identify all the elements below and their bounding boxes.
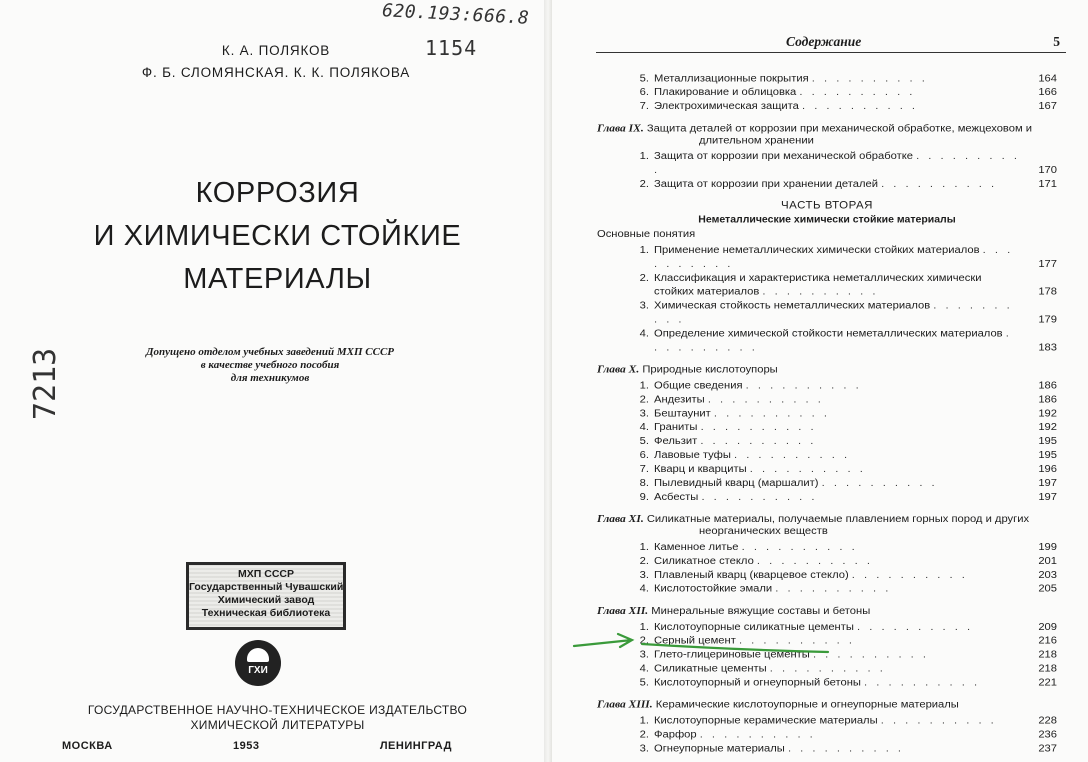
entry-group-top bbox=[597, 72, 1057, 114]
contents-page bbox=[552, 0, 1088, 762]
entry-title: Кислотоупорные керамические материалы bbox=[654, 715, 878, 727]
entry-page-number: 196 bbox=[1038, 463, 1057, 475]
toc-entry bbox=[597, 435, 1057, 449]
toc-entry bbox=[597, 676, 1057, 690]
entry-number: 4. bbox=[639, 663, 649, 675]
entry-page-number: 177 bbox=[1038, 258, 1057, 270]
toc-entry bbox=[597, 244, 1057, 272]
toc-entry bbox=[597, 421, 1057, 435]
entry-text bbox=[654, 299, 1021, 327]
leader-dots: . . . . . . . . . . bbox=[762, 286, 879, 298]
approval-line: в качестве учебного пособия bbox=[200, 359, 340, 371]
leader-dots: . . . . . . . . . . bbox=[775, 583, 892, 595]
leader-dots: . . . . . . . . . . bbox=[654, 244, 1014, 270]
entry-text bbox=[654, 244, 1021, 272]
toc-entry bbox=[597, 742, 1057, 756]
entry-number: 2. bbox=[639, 394, 649, 406]
stamp-line: Химический завод bbox=[217, 594, 315, 606]
entry-title: Андезиты bbox=[654, 394, 705, 406]
entry-title: Глето-глицериновые цементы bbox=[654, 649, 810, 661]
entry-number: 4. bbox=[639, 583, 649, 595]
entry-page-number: 186 bbox=[1038, 394, 1057, 406]
entry-title: Фельзит bbox=[654, 435, 698, 447]
leader-dots: . . . . . . . . . . bbox=[654, 328, 1012, 354]
part-title: ЧАСТЬ ВТОРАЯ bbox=[780, 200, 873, 212]
chapter-label: Глава IX. bbox=[597, 123, 644, 135]
toc-entry bbox=[597, 272, 1057, 300]
entry-page-number: 199 bbox=[1038, 541, 1057, 553]
entry-text bbox=[654, 662, 1021, 676]
entry-title: Химическая стойкость неметаллических материалов bbox=[654, 300, 931, 312]
leader-dots: . . . . . . . . . . bbox=[756, 555, 873, 567]
entry-number: 4. bbox=[639, 421, 649, 434]
toc-entry bbox=[597, 327, 1057, 355]
leader-dots: . . . . . . . . . . bbox=[741, 541, 858, 553]
entry-page-number: 221 bbox=[1038, 677, 1057, 689]
entry-text bbox=[654, 491, 1021, 505]
toc-entry bbox=[597, 449, 1057, 463]
header-title: Содержание bbox=[786, 34, 862, 49]
entry-page-number: 236 bbox=[1038, 729, 1057, 741]
entry-text bbox=[654, 555, 1021, 569]
entry-number: 1. bbox=[639, 244, 649, 256]
basic-concepts-heading: Основные понятия bbox=[597, 228, 696, 240]
entry-page-number: 164 bbox=[1038, 72, 1057, 85]
entry-title: Определение химической стойкости неметаллических материалов bbox=[654, 328, 1003, 340]
entry-number: 3. bbox=[639, 649, 649, 661]
entry-number: 5. bbox=[639, 72, 649, 85]
leader-dots: . . . . . . . . . . bbox=[857, 621, 974, 633]
title-line: КОРРОЗИЯ bbox=[195, 177, 360, 209]
entry-number: 1. bbox=[639, 150, 649, 163]
entry-group-ch13 bbox=[597, 714, 1057, 756]
chapter-label: Глава X. bbox=[597, 364, 640, 376]
leader-dots: . . . . . . . . . . bbox=[821, 477, 938, 489]
entry-page-number: 192 bbox=[1038, 421, 1057, 434]
entry-number: 9. bbox=[639, 491, 649, 503]
approval-note bbox=[100, 346, 440, 385]
entry-number: 2. bbox=[639, 178, 649, 190]
approval-line: Допущено отделом учебных заведений МХП СССР bbox=[145, 346, 395, 358]
leader-dots: . . . . . . . . . . bbox=[654, 300, 1013, 326]
imprint-city-leningrad: ЛЕНИНГРАД bbox=[379, 740, 452, 752]
entry-number: 5. bbox=[639, 677, 649, 689]
toc-entry bbox=[597, 379, 1057, 393]
chapter-heading bbox=[597, 364, 1057, 376]
entry-number: 2. bbox=[639, 635, 649, 647]
leader-dots: . . . . . . . . . . bbox=[851, 569, 968, 581]
entry-page-number: 218 bbox=[1038, 663, 1057, 675]
entry-page-number: 209 bbox=[1038, 621, 1057, 633]
entry-page-number: 201 bbox=[1038, 555, 1057, 567]
entry-page-number: 183 bbox=[1038, 342, 1057, 354]
entry-title: Защита от коррозии при механической обработке bbox=[654, 150, 913, 163]
entry-text bbox=[654, 178, 1021, 192]
entry-title: Фарфор bbox=[654, 729, 697, 741]
entry-number: 5. bbox=[639, 435, 649, 447]
publisher bbox=[40, 703, 515, 733]
toc-entry bbox=[597, 662, 1057, 676]
entry-page-number: 237 bbox=[1038, 743, 1057, 755]
toc-entry bbox=[597, 555, 1057, 569]
author-line: Ф. Б. СЛОМЯНСКАЯ. К. К. ПОЛЯКОВА bbox=[141, 65, 411, 80]
entry-number: 1. bbox=[639, 380, 649, 392]
entry-text bbox=[654, 742, 1021, 756]
stamp-line: Техническая библиотека bbox=[201, 607, 331, 619]
entry-number: 2. bbox=[639, 272, 649, 284]
entry-number: 3. bbox=[639, 569, 649, 581]
leader-dots: . . . . . . . . . . bbox=[881, 178, 998, 190]
entry-title: Силикатные цементы bbox=[654, 663, 767, 675]
entry-group-ch10 bbox=[597, 379, 1057, 504]
chapter-heading bbox=[597, 699, 1057, 711]
toc-entry bbox=[597, 541, 1057, 555]
entry-title: Бештаунит bbox=[654, 407, 711, 420]
entry-number: 6. bbox=[639, 449, 649, 461]
entry-text bbox=[654, 569, 1021, 583]
entry-number: 8. bbox=[639, 477, 649, 489]
publisher-emblem-icon bbox=[235, 640, 281, 686]
entry-text bbox=[654, 72, 1021, 86]
entry-page-number: 205 bbox=[1038, 583, 1057, 595]
entry-title: Применение неметаллических химически стойких материалов bbox=[654, 244, 980, 256]
leader-dots: . . . . . . . . . . bbox=[769, 663, 886, 675]
leader-dots: . . . . . . . . . . bbox=[801, 100, 919, 112]
entry-title: Плавленый кварц (кварцевое стекло) bbox=[654, 569, 849, 581]
entry-page-number: 179 bbox=[1038, 314, 1057, 326]
leader-dots: . . . . . . . . . . bbox=[699, 729, 816, 741]
running-header bbox=[596, 34, 1066, 53]
book-title bbox=[40, 172, 515, 301]
approval-line: для техникумов bbox=[230, 372, 310, 384]
entry-text bbox=[654, 728, 1021, 742]
entry-page-number: 166 bbox=[1038, 86, 1057, 98]
entry-title: Асбесты bbox=[654, 491, 699, 503]
entry-text bbox=[654, 449, 1021, 463]
entry-page-number: 195 bbox=[1038, 435, 1057, 447]
stamp-line: Государственный Чувашский bbox=[189, 581, 343, 593]
leader-dots: . . . . . . . . . . bbox=[745, 380, 862, 392]
entry-title: Плакирование и облицовка bbox=[654, 86, 797, 98]
publisher-line: ГОСУДАРСТВЕННОЕ НАУЧНО-ТЕХНИЧЕСКОЕ ИЗДАТЕЛЬСТВО bbox=[87, 703, 468, 717]
chapter-label: Глава XII. bbox=[597, 605, 649, 617]
toc-entry bbox=[597, 728, 1057, 742]
entry-text bbox=[654, 327, 1021, 355]
imprint-year: 1953 bbox=[233, 740, 260, 752]
chapter-label: Глава XIII. bbox=[597, 699, 653, 711]
leader-dots: . . . . . . . . . . bbox=[700, 421, 817, 434]
entry-title: Кислотоупорный и огнеупорный бетоны bbox=[654, 677, 861, 689]
entry-page-number: 186 bbox=[1038, 380, 1057, 392]
emblem-text: ГХИ bbox=[248, 665, 268, 676]
entry-number: 1. bbox=[639, 621, 649, 633]
entry-page-number: 197 bbox=[1038, 477, 1057, 489]
entry-number: 2. bbox=[639, 729, 649, 741]
toc-entry bbox=[597, 477, 1057, 491]
toc-entry bbox=[597, 86, 1057, 100]
leader-dots: . . . . . . . . . . bbox=[799, 86, 916, 98]
chapter-title: Минеральные вяжущие составы и бетоны bbox=[651, 605, 871, 617]
toc-entry bbox=[597, 569, 1057, 583]
imprint-city-moscow: МОСКВА bbox=[62, 740, 113, 752]
chapter-title: Природные кислотоупоры bbox=[642, 364, 778, 376]
part-subtitle: Неметаллические химически стойкие материалы bbox=[698, 213, 956, 226]
leader-dots: . . . . . . . . . . bbox=[701, 491, 818, 503]
leader-dots: . . . . . . . . . . bbox=[707, 394, 824, 406]
imprint bbox=[62, 740, 452, 752]
entry-number: 6. bbox=[639, 86, 649, 98]
entry-title: Кислотоупорные силикатные цементы bbox=[654, 621, 854, 633]
chapter-heading bbox=[597, 514, 1057, 538]
entry-page-number: 170 bbox=[1038, 164, 1057, 176]
entry-group-ch9 bbox=[597, 150, 1057, 192]
entry-title: Граниты bbox=[654, 421, 698, 434]
entry-page-number: 178 bbox=[1038, 286, 1057, 298]
entry-text bbox=[654, 86, 1021, 100]
entry-title: Классификация и характеристика неметаллических химически стойких материалов bbox=[654, 272, 982, 298]
entry-text bbox=[654, 100, 1021, 114]
toc-entry bbox=[597, 714, 1057, 728]
entry-title: Защита от коррозии при хранении деталей bbox=[654, 178, 878, 190]
entry-title: Общие сведения bbox=[654, 380, 743, 392]
title-line: МАТЕРИАЛЫ bbox=[183, 263, 372, 295]
entry-title: Серный цемент bbox=[654, 635, 736, 647]
entry-title: Электрохимическая защита bbox=[654, 100, 799, 112]
entry-page-number: 228 bbox=[1038, 715, 1057, 727]
stamp-line: МХП СССР bbox=[238, 568, 294, 580]
leader-dots: . . . . . . . . . . bbox=[700, 435, 817, 447]
leader-dots: . . . . . . . . . . bbox=[787, 743, 905, 755]
entry-text bbox=[654, 714, 1021, 728]
entry-text bbox=[654, 676, 1021, 690]
entry-number: 7. bbox=[639, 100, 649, 112]
leader-dots: . . . . . . . . . . bbox=[749, 463, 866, 475]
entry-group-ch11 bbox=[597, 541, 1057, 597]
entry-text bbox=[654, 379, 1021, 393]
entry-page-number: 167 bbox=[1038, 100, 1057, 112]
leader-dots: . . . . . . . . . . bbox=[654, 150, 1020, 176]
library-stamp bbox=[186, 562, 346, 630]
entry-page-number: 192 bbox=[1038, 407, 1057, 420]
toc-entry bbox=[597, 299, 1057, 327]
entry-title: Пылевидный кварц (маршалит) bbox=[654, 477, 819, 489]
handwritten-margin-number: 7213 bbox=[28, 347, 63, 420]
entry-text bbox=[654, 582, 1021, 596]
toc-entry bbox=[597, 393, 1057, 407]
entry-number: 2. bbox=[639, 555, 649, 567]
chapter-heading bbox=[597, 123, 1057, 147]
toc-entry bbox=[597, 100, 1057, 114]
entry-text bbox=[654, 393, 1021, 407]
entry-number: 3. bbox=[639, 300, 649, 312]
entry-text bbox=[654, 272, 1021, 300]
entry-text bbox=[654, 407, 1021, 421]
chapter-label: Глава XI. bbox=[597, 513, 644, 525]
entry-number: 1. bbox=[639, 715, 649, 727]
toc-entry bbox=[597, 582, 1057, 596]
entry-text bbox=[654, 477, 1021, 491]
entry-page-number: 171 bbox=[1038, 178, 1057, 190]
leader-dots: . . . . . . . . . . bbox=[864, 677, 981, 689]
chapter-title: Силикатные материалы, получаемые плавлением горных пород и других неорганических веществ bbox=[646, 513, 1030, 537]
entry-text bbox=[654, 421, 1021, 435]
toc-entry bbox=[597, 463, 1057, 477]
entry-page-number: 216 bbox=[1038, 635, 1057, 647]
entry-title: Лавовые туфы bbox=[654, 449, 731, 461]
entry-text bbox=[654, 435, 1021, 449]
entry-number: 7. bbox=[639, 463, 649, 475]
toc-entry bbox=[597, 72, 1057, 86]
author-line: К. А. ПОЛЯКОВ bbox=[221, 43, 331, 58]
entry-title: Кислотостойкие эмали bbox=[654, 583, 773, 595]
leader-dots: . . . . . . . . . . bbox=[812, 649, 929, 661]
title-line: И ХИМИЧЕСКИ СТОЙКИЕ bbox=[93, 220, 462, 252]
leader-dots: . . . . . . . . . . bbox=[880, 715, 997, 727]
handwritten-classification-code: 620.193:666.8 bbox=[381, 0, 530, 29]
chapter-heading bbox=[597, 606, 1057, 618]
leader-dots: . . . . . . . . . . bbox=[811, 72, 928, 85]
entry-group-basic bbox=[597, 244, 1057, 355]
entry-title: Огнеупорные материалы bbox=[654, 743, 785, 755]
entry-number: 3. bbox=[639, 743, 649, 755]
chapter-title: Защита деталей от коррозии при механической обработке, межцеховом и длительном хранении bbox=[646, 123, 1033, 147]
handwritten-inventory-number: 1154 bbox=[425, 36, 478, 60]
header-page-number: 5 bbox=[1053, 34, 1060, 49]
entry-text bbox=[654, 541, 1021, 555]
chapter-title: Керамические кислотоупорные и огнеупорные материалы bbox=[655, 699, 959, 711]
toc-entry bbox=[597, 407, 1057, 421]
book-spine bbox=[544, 0, 552, 762]
entry-text bbox=[654, 463, 1021, 477]
entry-page-number: 203 bbox=[1038, 569, 1057, 581]
publisher-line: ХИМИЧЕСКОЙ ЛИТЕРАТУРЫ bbox=[190, 718, 365, 732]
entry-title: Каменное литье bbox=[654, 541, 739, 553]
entry-number: 3. bbox=[639, 407, 649, 420]
entry-text bbox=[654, 150, 1021, 178]
entry-number: 1. bbox=[639, 541, 649, 553]
leader-dots: . . . . . . . . . . bbox=[713, 407, 830, 420]
entry-title: Кварц и кварциты bbox=[654, 463, 747, 475]
entry-page-number: 218 bbox=[1038, 649, 1057, 661]
leader-dots: . . . . . . . . . . bbox=[738, 635, 855, 647]
green-annotation-arrow-icon bbox=[570, 630, 830, 654]
toc-entry bbox=[597, 491, 1057, 505]
entry-page-number: 197 bbox=[1038, 491, 1057, 503]
authors bbox=[60, 40, 492, 84]
entry-page-number: 195 bbox=[1038, 449, 1057, 461]
entry-title: Металлизационные покрытия bbox=[654, 72, 809, 85]
leader-dots: . . . . . . . . . . bbox=[734, 449, 851, 461]
toc-entry bbox=[597, 178, 1057, 192]
entry-title: Силикатное стекло bbox=[654, 555, 754, 567]
toc-entry bbox=[597, 150, 1057, 178]
entry-number: 4. bbox=[639, 328, 649, 340]
